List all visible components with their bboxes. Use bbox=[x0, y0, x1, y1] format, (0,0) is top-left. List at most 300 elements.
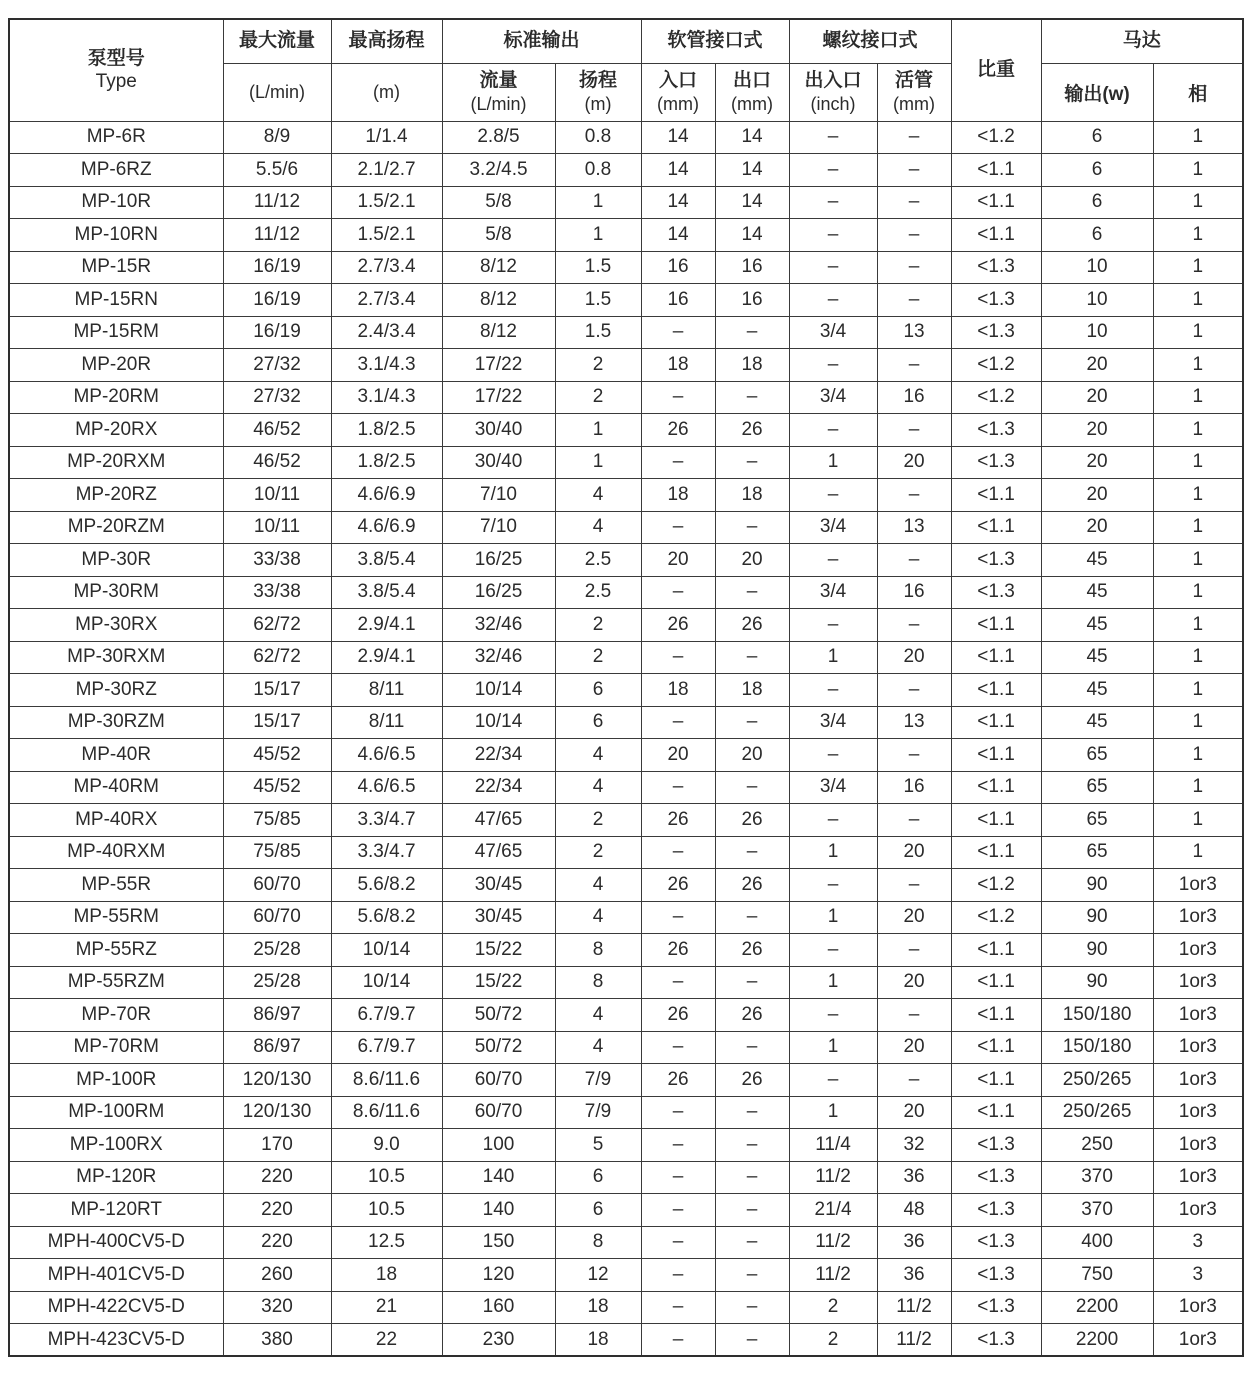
cell-type: MP-40RM bbox=[9, 771, 223, 804]
cell-std-head: 18 bbox=[555, 1324, 641, 1357]
cell-max-flow: 170 bbox=[223, 1129, 331, 1162]
cell-std-flow: 47/65 bbox=[442, 804, 555, 837]
cell-max-flow: 380 bbox=[223, 1324, 331, 1357]
cell-thread-port: – bbox=[789, 154, 877, 187]
cell-motor-output: 250/265 bbox=[1041, 1096, 1153, 1129]
cell-max-head: 21 bbox=[331, 1291, 442, 1324]
cell-hose-inlet: – bbox=[641, 1129, 715, 1162]
cell-max-head: 6.7/9.7 bbox=[331, 1031, 442, 1064]
cell-thread-port: – bbox=[789, 999, 877, 1032]
cell-motor-output: 45 bbox=[1041, 706, 1153, 739]
cell-thread-union: 20 bbox=[877, 1031, 951, 1064]
cell-motor-output: 20 bbox=[1041, 446, 1153, 479]
table-row bbox=[9, 219, 1243, 252]
cell-hose-outlet: 18 bbox=[715, 674, 789, 707]
cell-hose-inlet: – bbox=[641, 706, 715, 739]
cell-gravity: <1.1 bbox=[951, 966, 1041, 999]
cell-gravity: <1.3 bbox=[951, 284, 1041, 317]
cell-hose-outlet: 18 bbox=[715, 479, 789, 512]
cell-max-head: 3.1/4.3 bbox=[331, 381, 442, 414]
cell-gravity: <1.3 bbox=[951, 414, 1041, 447]
cell-std-head: 2 bbox=[555, 641, 641, 674]
cell-hose-outlet: 26 bbox=[715, 804, 789, 837]
cell-gravity: <1.1 bbox=[951, 1031, 1041, 1064]
cell-motor-output: 20 bbox=[1041, 414, 1153, 447]
table-row bbox=[9, 739, 1243, 772]
table-row bbox=[9, 706, 1243, 739]
cell-motor-output: 370 bbox=[1041, 1161, 1153, 1194]
table-row bbox=[9, 804, 1243, 837]
cell-std-flow: 32/46 bbox=[442, 641, 555, 674]
cell-max-flow: 220 bbox=[223, 1194, 331, 1227]
cell-hose-inlet: – bbox=[641, 901, 715, 934]
cell-hose-outlet: 16 bbox=[715, 251, 789, 284]
table-row bbox=[9, 349, 1243, 382]
pump-spec-table bbox=[8, 18, 1244, 1357]
cell-hose-inlet: – bbox=[641, 1226, 715, 1259]
cell-thread-union: – bbox=[877, 804, 951, 837]
cell-thread-port: – bbox=[789, 414, 877, 447]
cell-thread-port: 3/4 bbox=[789, 381, 877, 414]
cell-std-head: 1.5 bbox=[555, 251, 641, 284]
cell-motor-output: 20 bbox=[1041, 511, 1153, 544]
cell-max-head: 22 bbox=[331, 1324, 442, 1357]
cell-motor-phase: 1or3 bbox=[1153, 1064, 1243, 1097]
cell-hose-inlet: – bbox=[641, 966, 715, 999]
cell-motor-phase: 1 bbox=[1153, 739, 1243, 772]
cell-thread-port: – bbox=[789, 121, 877, 154]
cell-thread-union: 13 bbox=[877, 511, 951, 544]
cell-std-flow: 5/8 bbox=[442, 186, 555, 219]
cell-gravity: <1.1 bbox=[951, 934, 1041, 967]
cell-motor-phase: 1 bbox=[1153, 511, 1243, 544]
cell-gravity: <1.1 bbox=[951, 1064, 1041, 1097]
cell-gravity: <1.3 bbox=[951, 544, 1041, 577]
cell-motor-phase: 1or3 bbox=[1153, 1161, 1243, 1194]
cell-thread-port: – bbox=[789, 869, 877, 902]
cell-motor-output: 90 bbox=[1041, 901, 1153, 934]
cell-std-head: 6 bbox=[555, 706, 641, 739]
cell-max-flow: 120/130 bbox=[223, 1096, 331, 1129]
cell-thread-port: – bbox=[789, 804, 877, 837]
cell-std-head: 6 bbox=[555, 1194, 641, 1227]
cell-std-head: 18 bbox=[555, 1291, 641, 1324]
cell-max-flow: 320 bbox=[223, 1291, 331, 1324]
cell-motor-output: 150/180 bbox=[1041, 1031, 1153, 1064]
cell-hose-inlet: – bbox=[641, 771, 715, 804]
cell-hose-inlet: – bbox=[641, 1291, 715, 1324]
cell-max-flow: 86/97 bbox=[223, 1031, 331, 1064]
cell-max-head: 2.4/3.4 bbox=[331, 316, 442, 349]
col-header-std-head: 扬程 (m) bbox=[555, 63, 641, 121]
cell-type: MPH-400CV5-D bbox=[9, 1226, 223, 1259]
cell-motor-phase: 1or3 bbox=[1153, 934, 1243, 967]
cell-hose-inlet: 18 bbox=[641, 479, 715, 512]
table-row bbox=[9, 869, 1243, 902]
cell-motor-output: 2200 bbox=[1041, 1291, 1153, 1324]
cell-thread-union: – bbox=[877, 479, 951, 512]
table-row bbox=[9, 1194, 1243, 1227]
cell-motor-phase: 1 bbox=[1153, 706, 1243, 739]
table-row bbox=[9, 609, 1243, 642]
cell-thread-port: 11/2 bbox=[789, 1226, 877, 1259]
cell-thread-union: – bbox=[877, 414, 951, 447]
cell-std-head: 12 bbox=[555, 1259, 641, 1292]
cell-hose-inlet: 26 bbox=[641, 1064, 715, 1097]
cell-motor-phase: 1 bbox=[1153, 121, 1243, 154]
cell-std-head: 2 bbox=[555, 381, 641, 414]
col-header-specific-gravity: 比重 bbox=[951, 19, 1041, 121]
cell-std-flow: 8/12 bbox=[442, 284, 555, 317]
col-group-thread-connection: 螺纹接口式 bbox=[789, 19, 951, 63]
cell-std-flow: 150 bbox=[442, 1226, 555, 1259]
cell-thread-port: 1 bbox=[789, 901, 877, 934]
cell-max-head: 3.8/5.4 bbox=[331, 544, 442, 577]
cell-thread-union: 20 bbox=[877, 966, 951, 999]
cell-gravity: <1.3 bbox=[951, 316, 1041, 349]
table-row bbox=[9, 446, 1243, 479]
cell-hose-outlet: 26 bbox=[715, 1064, 789, 1097]
cell-std-flow: 50/72 bbox=[442, 1031, 555, 1064]
cell-std-head: 1 bbox=[555, 446, 641, 479]
cell-max-flow: 11/12 bbox=[223, 219, 331, 252]
cell-motor-phase: 1 bbox=[1153, 154, 1243, 187]
cell-thread-port: 1 bbox=[789, 836, 877, 869]
cell-hose-outlet: – bbox=[715, 641, 789, 674]
cell-thread-port: 1 bbox=[789, 1096, 877, 1129]
cell-motor-phase: 1 bbox=[1153, 544, 1243, 577]
col-header-max-flow: 最大流量 bbox=[223, 19, 331, 63]
cell-max-flow: 260 bbox=[223, 1259, 331, 1292]
cell-std-head: 2.5 bbox=[555, 544, 641, 577]
cell-motor-output: 20 bbox=[1041, 479, 1153, 512]
cell-std-flow: 22/34 bbox=[442, 771, 555, 804]
cell-thread-port: – bbox=[789, 479, 877, 512]
cell-gravity: <1.1 bbox=[951, 674, 1041, 707]
cell-thread-union: – bbox=[877, 349, 951, 382]
cell-motor-output: 65 bbox=[1041, 739, 1153, 772]
table-row bbox=[9, 1129, 1243, 1162]
table-row bbox=[9, 316, 1243, 349]
cell-thread-union: 20 bbox=[877, 901, 951, 934]
cell-hose-inlet: 18 bbox=[641, 349, 715, 382]
cell-thread-union: – bbox=[877, 739, 951, 772]
cell-type: MP-30RZM bbox=[9, 706, 223, 739]
cell-motor-output: 10 bbox=[1041, 284, 1153, 317]
cell-gravity: <1.3 bbox=[951, 1226, 1041, 1259]
cell-type: MP-55R bbox=[9, 869, 223, 902]
cell-std-flow: 47/65 bbox=[442, 836, 555, 869]
cell-max-flow: 45/52 bbox=[223, 771, 331, 804]
cell-type: MP-40RX bbox=[9, 804, 223, 837]
cell-gravity: <1.1 bbox=[951, 836, 1041, 869]
cell-motor-phase: 1 bbox=[1153, 479, 1243, 512]
cell-std-flow: 30/45 bbox=[442, 901, 555, 934]
cell-std-head: 6 bbox=[555, 674, 641, 707]
table-row bbox=[9, 836, 1243, 869]
cell-std-flow: 15/22 bbox=[442, 934, 555, 967]
cell-max-flow: 45/52 bbox=[223, 739, 331, 772]
cell-motor-output: 90 bbox=[1041, 934, 1153, 967]
col-header-max-head: 最高扬程 bbox=[331, 19, 442, 63]
cell-gravity: <1.2 bbox=[951, 869, 1041, 902]
table-row bbox=[9, 901, 1243, 934]
cell-motor-phase: 1 bbox=[1153, 641, 1243, 674]
cell-type: MP-40RXM bbox=[9, 836, 223, 869]
cell-type: MP-55RZM bbox=[9, 966, 223, 999]
col-group-standard-output: 标准输出 bbox=[442, 19, 641, 63]
cell-hose-inlet: 26 bbox=[641, 609, 715, 642]
cell-std-flow: 5/8 bbox=[442, 219, 555, 252]
cell-motor-output: 6 bbox=[1041, 154, 1153, 187]
cell-std-head: 0.8 bbox=[555, 154, 641, 187]
cell-std-head: 2.5 bbox=[555, 576, 641, 609]
cell-thread-port: 1 bbox=[789, 1031, 877, 1064]
cell-thread-port: 1 bbox=[789, 966, 877, 999]
cell-thread-union: 13 bbox=[877, 706, 951, 739]
cell-hose-outlet: – bbox=[715, 446, 789, 479]
table-row bbox=[9, 1226, 1243, 1259]
cell-motor-output: 65 bbox=[1041, 804, 1153, 837]
cell-hose-outlet: – bbox=[715, 511, 789, 544]
cell-motor-output: 10 bbox=[1041, 316, 1153, 349]
cell-thread-port: 11/2 bbox=[789, 1161, 877, 1194]
cell-thread-union: – bbox=[877, 154, 951, 187]
cell-hose-inlet: 14 bbox=[641, 186, 715, 219]
cell-max-head: 3.1/4.3 bbox=[331, 349, 442, 382]
cell-hose-outlet: – bbox=[715, 1194, 789, 1227]
table-row bbox=[9, 999, 1243, 1032]
cell-thread-port: – bbox=[789, 674, 877, 707]
cell-hose-outlet: 16 bbox=[715, 284, 789, 317]
cell-gravity: <1.3 bbox=[951, 1161, 1041, 1194]
cell-type: MP-20RZM bbox=[9, 511, 223, 544]
cell-motor-phase: 1or3 bbox=[1153, 1194, 1243, 1227]
cell-max-head: 5.6/8.2 bbox=[331, 901, 442, 934]
cell-motor-output: 45 bbox=[1041, 544, 1153, 577]
cell-type: MP-10RN bbox=[9, 219, 223, 252]
cell-thread-union: – bbox=[877, 544, 951, 577]
table-body bbox=[9, 121, 1243, 1356]
table-row bbox=[9, 284, 1243, 317]
cell-gravity: <1.3 bbox=[951, 1324, 1041, 1357]
col-group-hose-connection: 软管接口式 bbox=[641, 19, 789, 63]
cell-thread-union: – bbox=[877, 186, 951, 219]
cell-thread-port: 3/4 bbox=[789, 316, 877, 349]
cell-max-head: 8/11 bbox=[331, 706, 442, 739]
cell-motor-phase: 1 bbox=[1153, 836, 1243, 869]
cell-gravity: <1.1 bbox=[951, 511, 1041, 544]
cell-motor-phase: 1or3 bbox=[1153, 1096, 1243, 1129]
cell-type: MP-100RX bbox=[9, 1129, 223, 1162]
cell-motor-output: 65 bbox=[1041, 771, 1153, 804]
table-row bbox=[9, 934, 1243, 967]
cell-max-head: 3.8/5.4 bbox=[331, 576, 442, 609]
table-row bbox=[9, 1161, 1243, 1194]
cell-max-head: 3.3/4.7 bbox=[331, 836, 442, 869]
cell-max-flow: 75/85 bbox=[223, 836, 331, 869]
cell-thread-union: 32 bbox=[877, 1129, 951, 1162]
cell-std-head: 1 bbox=[555, 219, 641, 252]
cell-type: MP-100R bbox=[9, 1064, 223, 1097]
cell-std-flow: 30/40 bbox=[442, 446, 555, 479]
table-row bbox=[9, 511, 1243, 544]
cell-max-head: 4.6/6.9 bbox=[331, 511, 442, 544]
col-header-thread-port: 出入口 (inch) bbox=[789, 63, 877, 121]
cell-hose-inlet: – bbox=[641, 511, 715, 544]
cell-motor-phase: 3 bbox=[1153, 1226, 1243, 1259]
cell-thread-union: 36 bbox=[877, 1161, 951, 1194]
cell-hose-inlet: – bbox=[641, 316, 715, 349]
cell-max-flow: 62/72 bbox=[223, 609, 331, 642]
cell-type: MP-70RM bbox=[9, 1031, 223, 1064]
cell-std-head: 4 bbox=[555, 869, 641, 902]
cell-max-head: 1/1.4 bbox=[331, 121, 442, 154]
cell-std-head: 4 bbox=[555, 999, 641, 1032]
cell-max-head: 1.5/2.1 bbox=[331, 186, 442, 219]
cell-motor-phase: 1 bbox=[1153, 446, 1243, 479]
cell-motor-phase: 1 bbox=[1153, 771, 1243, 804]
cell-max-head: 2.9/4.1 bbox=[331, 641, 442, 674]
cell-std-flow: 60/70 bbox=[442, 1096, 555, 1129]
cell-std-head: 8 bbox=[555, 966, 641, 999]
cell-type: MP-6RZ bbox=[9, 154, 223, 187]
cell-std-flow: 120 bbox=[442, 1259, 555, 1292]
cell-gravity: <1.1 bbox=[951, 186, 1041, 219]
cell-thread-port: 3/4 bbox=[789, 706, 877, 739]
cell-motor-phase: 1 bbox=[1153, 219, 1243, 252]
cell-max-head: 2.1/2.7 bbox=[331, 154, 442, 187]
cell-motor-phase: 1 bbox=[1153, 186, 1243, 219]
cell-thread-port: – bbox=[789, 544, 877, 577]
table-row bbox=[9, 544, 1243, 577]
cell-std-flow: 10/14 bbox=[442, 706, 555, 739]
cell-std-head: 2 bbox=[555, 836, 641, 869]
cell-hose-outlet: 26 bbox=[715, 869, 789, 902]
cell-std-head: 2 bbox=[555, 609, 641, 642]
cell-thread-port: – bbox=[789, 284, 877, 317]
table-row bbox=[9, 1259, 1243, 1292]
table-row bbox=[9, 154, 1243, 187]
cell-motor-phase: 1or3 bbox=[1153, 1324, 1243, 1357]
cell-max-head: 8.6/11.6 bbox=[331, 1096, 442, 1129]
cell-max-head: 5.6/8.2 bbox=[331, 869, 442, 902]
cell-hose-inlet: 14 bbox=[641, 154, 715, 187]
cell-std-flow: 32/46 bbox=[442, 609, 555, 642]
cell-type: MPH-422CV5-D bbox=[9, 1291, 223, 1324]
cell-thread-port: 11/4 bbox=[789, 1129, 877, 1162]
cell-thread-union: 20 bbox=[877, 1096, 951, 1129]
cell-type: MP-70R bbox=[9, 999, 223, 1032]
cell-type: MP-40R bbox=[9, 739, 223, 772]
cell-std-flow: 30/45 bbox=[442, 869, 555, 902]
cell-type: MP-120R bbox=[9, 1161, 223, 1194]
cell-max-flow: 120/130 bbox=[223, 1064, 331, 1097]
cell-motor-output: 250 bbox=[1041, 1129, 1153, 1162]
cell-motor-phase: 1 bbox=[1153, 381, 1243, 414]
table-row bbox=[9, 1031, 1243, 1064]
cell-type: MP-10R bbox=[9, 186, 223, 219]
cell-max-flow: 25/28 bbox=[223, 934, 331, 967]
cell-std-head: 1 bbox=[555, 414, 641, 447]
cell-hose-inlet: – bbox=[641, 836, 715, 869]
cell-max-head: 10/14 bbox=[331, 934, 442, 967]
cell-thread-union: – bbox=[877, 121, 951, 154]
cell-max-head: 2.9/4.1 bbox=[331, 609, 442, 642]
cell-hose-outlet: – bbox=[715, 1031, 789, 1064]
cell-hose-outlet: – bbox=[715, 316, 789, 349]
cell-thread-union: 11/2 bbox=[877, 1291, 951, 1324]
cell-std-flow: 60/70 bbox=[442, 1064, 555, 1097]
cell-motor-output: 20 bbox=[1041, 349, 1153, 382]
cell-hose-outlet: – bbox=[715, 1259, 789, 1292]
cell-hose-outlet: 26 bbox=[715, 934, 789, 967]
cell-thread-union: – bbox=[877, 251, 951, 284]
col-header-type bbox=[9, 19, 223, 121]
cell-motor-phase: 1 bbox=[1153, 804, 1243, 837]
header-row-groups bbox=[9, 19, 1243, 63]
cell-hose-inlet: – bbox=[641, 1031, 715, 1064]
cell-max-flow: 220 bbox=[223, 1226, 331, 1259]
cell-std-head: 8 bbox=[555, 1226, 641, 1259]
cell-thread-port: 11/2 bbox=[789, 1259, 877, 1292]
cell-hose-inlet: – bbox=[641, 641, 715, 674]
col-header-motor-phase: 相 bbox=[1153, 63, 1243, 121]
cell-thread-port: 2 bbox=[789, 1324, 877, 1357]
table-row bbox=[9, 381, 1243, 414]
col-group-motor: 马达 bbox=[1041, 19, 1243, 63]
cell-type: MP-20R bbox=[9, 349, 223, 382]
cell-motor-output: 250/265 bbox=[1041, 1064, 1153, 1097]
cell-motor-phase: 1 bbox=[1153, 284, 1243, 317]
cell-std-flow: 10/14 bbox=[442, 674, 555, 707]
cell-thread-union: 16 bbox=[877, 576, 951, 609]
cell-std-head: 4 bbox=[555, 739, 641, 772]
cell-std-head: 0.8 bbox=[555, 121, 641, 154]
cell-thread-port: – bbox=[789, 349, 877, 382]
cell-std-flow: 8/12 bbox=[442, 316, 555, 349]
cell-hose-inlet: 16 bbox=[641, 251, 715, 284]
cell-type: MP-20RX bbox=[9, 414, 223, 447]
cell-gravity: <1.3 bbox=[951, 446, 1041, 479]
cell-hose-inlet: 26 bbox=[641, 804, 715, 837]
cell-motor-output: 750 bbox=[1041, 1259, 1153, 1292]
cell-motor-output: 90 bbox=[1041, 869, 1153, 902]
table-row bbox=[9, 641, 1243, 674]
table-row bbox=[9, 966, 1243, 999]
cell-type: MP-55RM bbox=[9, 901, 223, 934]
cell-motor-output: 20 bbox=[1041, 381, 1153, 414]
cell-hose-inlet: 26 bbox=[641, 999, 715, 1032]
cell-type: MP-55RZ bbox=[9, 934, 223, 967]
cell-hose-inlet: 20 bbox=[641, 739, 715, 772]
table-row bbox=[9, 1291, 1243, 1324]
cell-motor-output: 6 bbox=[1041, 121, 1153, 154]
cell-hose-inlet: – bbox=[641, 1161, 715, 1194]
col-header-max-head-unit: (m) bbox=[331, 63, 442, 121]
cell-hose-inlet: – bbox=[641, 381, 715, 414]
cell-thread-port: – bbox=[789, 251, 877, 284]
cell-thread-union: 16 bbox=[877, 771, 951, 804]
table-row bbox=[9, 1096, 1243, 1129]
cell-max-flow: 33/38 bbox=[223, 544, 331, 577]
table-row bbox=[9, 1064, 1243, 1097]
cell-std-head: 2 bbox=[555, 349, 641, 382]
cell-std-flow: 140 bbox=[442, 1161, 555, 1194]
cell-hose-outlet: – bbox=[715, 1291, 789, 1324]
cell-hose-outlet: – bbox=[715, 706, 789, 739]
cell-gravity: <1.1 bbox=[951, 609, 1041, 642]
